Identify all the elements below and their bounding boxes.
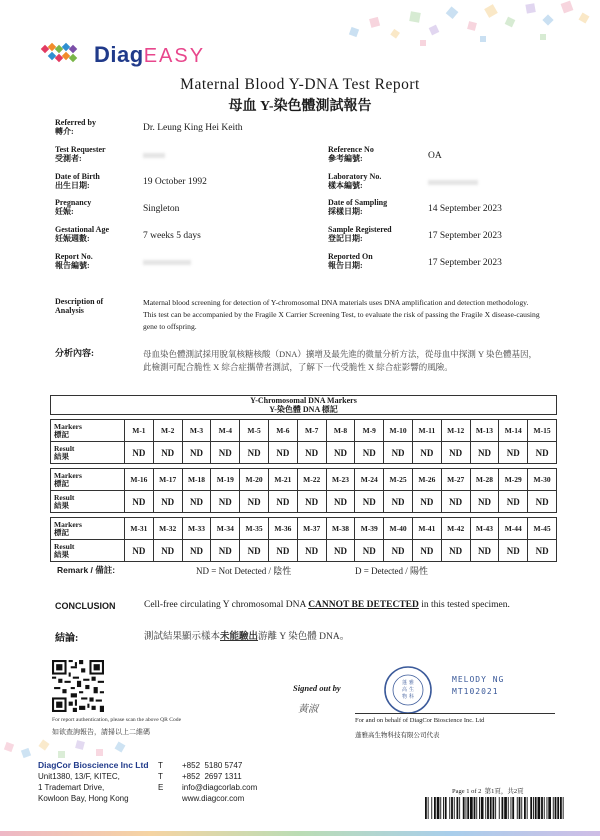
marker-cell: M-4	[211, 420, 240, 442]
qr-note-zh: 如欲查詢報告，請掃以上二維碼	[52, 728, 150, 736]
phone-2[interactable]: +852 2697 1311	[182, 772, 242, 781]
stamp-id: MT102021	[452, 687, 499, 696]
field-gestational-age: Gestational Age 妊娠週數:	[55, 225, 109, 243]
result-cell: ND	[499, 491, 528, 513]
results-row	[51, 491, 557, 513]
result-cell: ND	[528, 540, 557, 562]
field-referred-by: Referred by 轉介:	[55, 118, 96, 136]
marker-cell: M-5	[240, 420, 269, 442]
field-sample-registered-value: 17 September 2023	[428, 231, 502, 241]
company-block	[38, 760, 149, 804]
marker-cell: M-14	[499, 420, 528, 442]
markers-row	[51, 518, 557, 540]
result-cell: ND	[355, 540, 384, 562]
marker-cell: M-23	[326, 469, 355, 491]
marker-cell: M-20	[240, 469, 269, 491]
result-cell: ND	[153, 540, 182, 562]
company-address-3: Kowloon Bay, Hong Kong	[38, 794, 129, 803]
marker-cell: M-41	[412, 518, 441, 540]
logo-mark-icon	[40, 40, 90, 68]
result-cell: ND	[441, 442, 470, 464]
result-cell: ND	[470, 442, 499, 464]
field-reference-no: Reference No 參考編號:	[328, 145, 374, 163]
result-cell: ND	[297, 540, 326, 562]
brand-name-easy: EASY	[143, 45, 206, 67]
field-laboratory-no-redacted	[428, 180, 478, 185]
result-cell: ND	[384, 491, 413, 513]
report-title-zh: 母血 Y-染色體測試報告	[228, 99, 372, 114]
barcode	[425, 797, 565, 819]
result-cell: ND	[326, 491, 355, 513]
conclusion-highlight-zh: 未能驗出	[220, 632, 259, 642]
markers-row	[51, 420, 557, 442]
marker-cell: M-16	[125, 469, 154, 491]
signature: 黃淑	[298, 704, 318, 715]
stamp-name: MELODY NG	[452, 675, 505, 684]
remark-label: Remark / 備註:	[57, 565, 116, 575]
result-cell: ND	[240, 491, 269, 513]
company-address-1: Unit1380, 13/F, KITEC,	[38, 772, 120, 781]
field-gestational-age-value: 7 weeks 5 days	[143, 231, 201, 241]
field-laboratory-no: Laboratory No. 樣本編號:	[328, 172, 382, 190]
markers-table	[50, 395, 557, 562]
marker-cell: M-44	[499, 518, 528, 540]
analysis-text-zh: 母血染色體測試採用脫氧核糖核酸（DNA）擴增及最先進的微量分析方法，從母血中探測 Y 染色體基因，此檢測可配合脆性 X 綜合症攜帶者測試，了解下一代受脆性 X 綜合症影響的風險。	[143, 349, 537, 372]
result-cell: ND	[384, 442, 413, 464]
result-cell: ND	[441, 540, 470, 562]
result-cell: ND	[412, 540, 441, 562]
result-cell: ND	[412, 442, 441, 464]
result-cell: ND	[470, 491, 499, 513]
marker-cell: M-19	[211, 469, 240, 491]
marker-cell: M-18	[182, 469, 211, 491]
svg-text:高: 高	[402, 687, 408, 693]
result-cell: ND	[355, 491, 384, 513]
result-cell: ND	[153, 442, 182, 464]
marker-cell: M-12	[441, 420, 470, 442]
result-cell: ND	[240, 540, 269, 562]
marker-cell: M-43	[470, 518, 499, 540]
phone-1[interactable]: +852 5180 5747	[182, 761, 243, 770]
result-cell: ND	[441, 491, 470, 513]
marker-cell: M-7	[297, 420, 326, 442]
marker-cell: M-24	[355, 469, 384, 491]
field-reported-on-value: 17 September 2023	[428, 258, 502, 268]
field-date-of-sampling: Date of Sampling 採樣日期:	[328, 198, 388, 216]
field-date-of-birth: Date of Birth 出生日期:	[55, 172, 100, 190]
marker-cell: M-28	[470, 469, 499, 491]
phone-row-1: T +852 5180 5747	[158, 761, 243, 770]
result-cell: ND	[355, 442, 384, 464]
marker-cell: M-42	[441, 518, 470, 540]
decorative-confetti-top	[330, 0, 600, 70]
result-cell: ND	[125, 491, 154, 513]
analysis-label-zh: 分析內容:	[55, 348, 94, 358]
marker-cell: M-32	[153, 518, 182, 540]
brand-name-diag: Diag	[94, 42, 144, 67]
marker-cell: M-45	[528, 518, 557, 540]
field-reported-on: Reported On 報告日期:	[328, 252, 373, 270]
logo	[40, 40, 230, 70]
result-cell: ND	[153, 491, 182, 513]
marker-cell: M-21	[268, 469, 297, 491]
result-cell: ND	[182, 540, 211, 562]
marker-cell: M-29	[499, 469, 528, 491]
marker-cell: M-34	[211, 518, 240, 540]
result-cell: ND	[268, 540, 297, 562]
result-cell: ND	[268, 442, 297, 464]
marker-cell: M-33	[182, 518, 211, 540]
result-cell: ND	[182, 491, 211, 513]
field-pregnancy-value: Singleton	[143, 204, 180, 214]
markers-row	[51, 469, 557, 491]
result-cell: ND	[384, 540, 413, 562]
conclusion-label-zh: 結論:	[55, 633, 79, 644]
marker-cell: M-30	[528, 469, 557, 491]
markers-row-label: Markers 標記	[51, 469, 125, 491]
marker-cell: M-40	[384, 518, 413, 540]
company-name: DiagCor Bioscience Inc Ltd	[38, 760, 149, 770]
marker-cell: M-36	[268, 518, 297, 540]
results-row	[51, 540, 557, 562]
field-date-of-sampling-value: 14 September 2023	[428, 204, 502, 214]
phone-row-2: T +852 2697 1311	[158, 772, 242, 781]
result-cell: ND	[528, 442, 557, 464]
footer-color-strip	[0, 831, 600, 836]
marker-cell: M-15	[528, 420, 557, 442]
report-title	[0, 76, 600, 115]
result-cell: ND	[297, 491, 326, 513]
conclusion-highlight-en: CANNOT BE DETECTED	[308, 600, 419, 610]
markers-header-row	[51, 396, 557, 415]
marker-cell: M-17	[153, 469, 182, 491]
results-row-label: Result 結果	[51, 491, 125, 513]
page-number: Page 1 of 2 第1頁，共2頁	[452, 788, 524, 795]
result-cell: ND	[125, 540, 154, 562]
markers-row-label: Markers 標記	[51, 420, 125, 442]
behalf-zh: 蓬雅高生物科技有限公司代表	[355, 732, 440, 739]
remark-nd: ND = Not Detected / 陰性	[196, 566, 292, 576]
marker-cell: M-8	[326, 420, 355, 442]
result-cell: ND	[528, 491, 557, 513]
results-row-label: Result 結果	[51, 442, 125, 464]
field-referred-by-value: Dr. Leung King Hei Keith	[143, 123, 243, 133]
result-cell: ND	[240, 442, 269, 464]
marker-cell: M-31	[125, 518, 154, 540]
result-cell: ND	[211, 540, 240, 562]
analysis-text-en: Maternal blood screening for detection of Y-chromosomal DNA materials uses DNA amplification and detection methodology. This test can be accompanied by the Fragile X Carrier Screening Test, to evaluate the risk of passing the Fragile X disease-causing gene to offspring.	[143, 298, 540, 331]
conclusion-text-en: Cell-free circulating Y chromosomal DNA CANNOT BE DETECTED in this tested specimen.	[144, 600, 510, 610]
field-report-no-redacted	[143, 260, 191, 265]
conclusion-text-zh: 測試結果顯示樣本未能驗出游離 Y 染色體 DNA。	[144, 632, 350, 642]
qr-note-en: For report authentication, please scan the above QR Code	[52, 717, 182, 723]
results-row-label: Result 結果	[51, 540, 125, 562]
field-test-requester: Test Requester 受測者:	[55, 145, 106, 163]
field-date-of-birth-value: 19 October 1992	[143, 177, 207, 187]
marker-cell: M-35	[240, 518, 269, 540]
svg-text:科: 科	[409, 694, 415, 700]
svg-text:蓬: 蓬	[402, 680, 408, 686]
field-sample-registered: Sample Registered 登記日期:	[328, 225, 392, 243]
marker-cell: M-6	[268, 420, 297, 442]
svg-text:雅: 雅	[409, 680, 415, 686]
marker-cell: M-2	[153, 420, 182, 442]
company-address-2: 1 Trademart Drive,	[38, 783, 105, 792]
marker-cell: M-11	[412, 420, 441, 442]
signature-line	[355, 713, 555, 714]
result-cell: ND	[499, 540, 528, 562]
marker-cell: M-9	[355, 420, 384, 442]
marker-cell: M-27	[441, 469, 470, 491]
contact-block	[158, 760, 257, 804]
conclusion-label-en: CONCLUSION	[55, 601, 116, 611]
remark-d: D = Detected / 陽性	[355, 566, 429, 576]
result-cell: ND	[268, 491, 297, 513]
marker-cell: M-39	[355, 518, 384, 540]
email-link[interactable]: info@diagcorlab.com	[182, 783, 258, 792]
svg-text:物: 物	[402, 694, 408, 700]
signed-out-label: Signed out by	[293, 683, 341, 693]
svg-text:生: 生	[409, 687, 415, 693]
marker-cell: M-25	[384, 469, 413, 491]
report-title-en: Maternal Blood Y-DNA Test Report	[180, 76, 420, 93]
marker-cell: M-38	[326, 518, 355, 540]
result-cell: ND	[470, 540, 499, 562]
analysis-label-en: Description of Analysis	[55, 297, 104, 315]
marker-cell: M-22	[297, 469, 326, 491]
results-row	[51, 442, 557, 464]
result-cell: ND	[297, 442, 326, 464]
behalf-en: For and on behalf of DiagCor Bioscience Inc. Ltd	[355, 717, 485, 724]
email-row: E info@diagcorlab.com	[158, 783, 258, 792]
field-test-requester-redacted	[143, 153, 165, 158]
result-cell: ND	[326, 442, 355, 464]
marker-cell: M-10	[384, 420, 413, 442]
markers-header: Y-Chromosomal DNA Markers Y-染色體 DNA 標記	[51, 396, 557, 415]
result-cell: ND	[499, 442, 528, 464]
markers-row-label: Markers 標記	[51, 518, 125, 540]
web-link[interactable]: www.diagcor.com	[182, 794, 245, 803]
company-stamp	[382, 664, 434, 716]
marker-cell: M-1	[125, 420, 154, 442]
result-cell: ND	[326, 540, 355, 562]
result-cell: ND	[412, 491, 441, 513]
marker-cell: M-26	[412, 469, 441, 491]
field-report-no: Report No. 報告編號:	[55, 252, 93, 270]
marker-cell: M-3	[182, 420, 211, 442]
marker-cell: M-37	[297, 518, 326, 540]
result-cell: ND	[182, 442, 211, 464]
result-cell: ND	[125, 442, 154, 464]
result-cell: ND	[211, 491, 240, 513]
result-cell: ND	[211, 442, 240, 464]
field-reference-no-value: OA	[428, 151, 442, 161]
marker-cell: M-13	[470, 420, 499, 442]
qr-code[interactable]	[52, 660, 104, 712]
field-pregnancy: Pregnancy 妊娠:	[55, 198, 92, 216]
web-row	[158, 793, 257, 804]
